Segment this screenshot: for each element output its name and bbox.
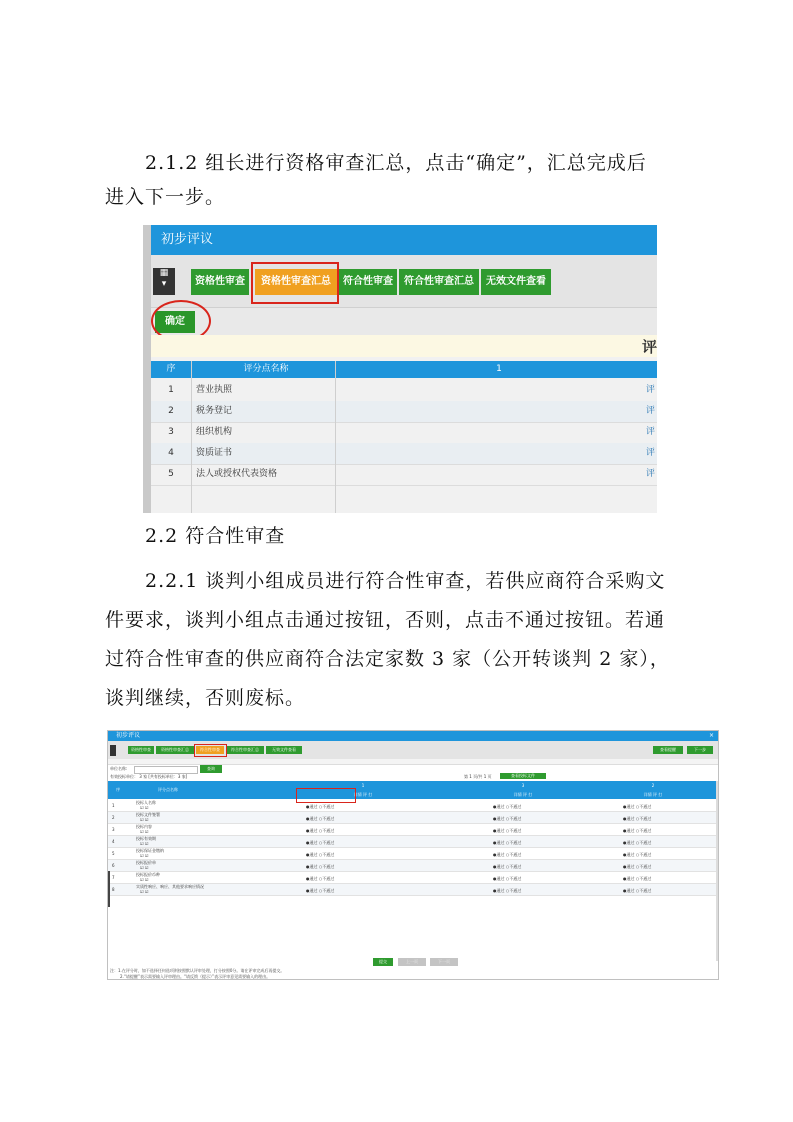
table-row [108, 812, 718, 824]
row-no: 1 [112, 803, 115, 808]
tab-conformity-review[interactable]: 符合性审查 [339, 269, 397, 295]
row-icons[interactable]: ☑ ☑ [140, 889, 149, 894]
query-button[interactable]: 查询 [200, 765, 222, 773]
table-row [151, 464, 657, 486]
table-header [151, 361, 657, 378]
para-line: 2.2 符合性审查 [145, 525, 286, 547]
table-row [108, 848, 718, 860]
footnote-line: 注：1.在评分时，如不选择任何选项则按照默认评审处理，打分按照0分。请在评审完成后再提交。 [110, 968, 285, 973]
paragraph-2-2-1 [105, 562, 695, 718]
pass-radio[interactable]: ●通过 ○不通过 [306, 828, 335, 833]
search-label: 单位名称: [110, 766, 128, 771]
column-divider [191, 361, 192, 513]
pass-radio[interactable]: ●通过 ○不通过 [493, 876, 522, 881]
para-line: 件要求，谈判小组点击通过按钮，否则，点击不通过按钮。若通 [105, 609, 666, 631]
row-no: 3 [168, 427, 174, 437]
row-name: 投标报价单 [136, 860, 156, 865]
pass-radio[interactable]: ●通过 ○不通过 [493, 840, 522, 845]
row-link[interactable]: 评 [645, 448, 655, 458]
row-name: 投标内容 [136, 824, 152, 829]
row-no: 6 [112, 863, 115, 868]
row-no: 1 [168, 385, 174, 395]
highlight-box [194, 744, 227, 757]
footnote-line: 2.“请提醒”表示需要输入评审理由。“请反馈（提示）”表示评审意见需要输入的理由。 [120, 974, 271, 979]
table-row [108, 836, 718, 848]
screenshot-conformity-review [107, 730, 719, 980]
score-banner [151, 335, 657, 357]
row-name: 投标报价币种 [136, 872, 160, 877]
banner-text: 评 [641, 338, 657, 356]
header-no: 序 [166, 364, 176, 374]
pass-radio[interactable]: ●通过 ○不通过 [306, 816, 335, 821]
menu-grid-icon[interactable] [110, 745, 116, 756]
window-title [108, 731, 718, 741]
tab-bar [108, 741, 718, 759]
row-link[interactable]: 评 [645, 406, 655, 416]
side-handle[interactable] [108, 871, 110, 907]
pass-radio[interactable]: ●通过 ○不通过 [623, 876, 652, 881]
bidder-ops[interactable]: 详情 评 打 [643, 792, 663, 797]
row-name: 组织机构 [196, 427, 233, 437]
pass-radio[interactable]: ●通过 ○不通过 [306, 888, 335, 893]
row-name: 法人或授权代表资格 [196, 469, 278, 479]
para-line: 进入下一步。 [105, 186, 226, 208]
row-icons[interactable]: ☑ ☑ [140, 865, 149, 870]
pass-radio[interactable]: ●通过 ○不通过 [306, 864, 335, 869]
pass-radio[interactable]: ●通过 ○不通过 [306, 840, 335, 845]
bidder-ops[interactable]: 详情 评 打 [513, 792, 533, 797]
table-row [151, 380, 657, 402]
row-icons[interactable]: ☑ ☑ [140, 829, 149, 834]
header-name: 评分点名称 [243, 364, 289, 374]
pass-radio[interactable]: ●通过 ○不通过 [493, 864, 522, 869]
column-divider [335, 361, 336, 513]
window-title-text: 初步评议 [116, 732, 141, 739]
row-name: 税务登记 [196, 406, 233, 416]
row-name: 实质性响应、响应、其他要求响应情况 [136, 884, 204, 889]
header-bidder-3 [458, 781, 588, 799]
table-row [151, 401, 657, 423]
tab-invalid-files[interactable]: 无效文件查看 [266, 746, 302, 754]
prev-page-button[interactable]: 上一页 [398, 958, 426, 966]
next-page-button[interactable]: 下一页 [430, 958, 458, 966]
row-name: 投标有效期 [136, 836, 156, 841]
tab-bar [151, 255, 657, 307]
table-row [108, 884, 718, 896]
window-title: 初步评议 [151, 225, 657, 255]
row-no: 4 [168, 448, 174, 458]
table-row [108, 872, 718, 884]
row-icons[interactable]: ☑ ☑ [140, 877, 149, 882]
header-bidder-1: 1 [496, 364, 502, 374]
table-row [108, 860, 718, 872]
header-name: 评分点名称 [158, 787, 178, 792]
paragraph-2-1-2 [105, 146, 695, 214]
table-row [108, 800, 718, 812]
row-name: 投标保证金缴纳 [136, 848, 164, 853]
row-icons[interactable]: ☑ ☑ [140, 805, 149, 810]
row-name: 投标人名称 [136, 800, 156, 805]
para-line: 过符合性审查的供应商符合法定家数 3 家（公开转谈判 2 家）， [105, 648, 670, 670]
tab-qualification-summary[interactable]: 资格性审查汇总 [156, 746, 194, 754]
tab-qualification-review[interactable]: 资格性审查 [191, 269, 249, 295]
bidder-no: 2 [651, 783, 655, 788]
menu-grid-icon[interactable]: ▦ ▾ [153, 268, 175, 295]
row-no: 2 [168, 406, 174, 416]
row-no: 8 [112, 887, 115, 892]
para-line: 谈判继续，否则废标。 [105, 687, 306, 709]
pass-radio[interactable]: ●通过 ○不通过 [306, 876, 335, 881]
tab-qualification-review[interactable]: 资格性审查 [128, 746, 154, 754]
row-name: 资质证书 [196, 448, 233, 458]
table-row [151, 443, 657, 465]
row-icons[interactable]: ☑ ☑ [140, 853, 149, 858]
pass-radio[interactable]: ●通过 ○不通过 [623, 828, 652, 833]
bidder-no: 1 [361, 783, 365, 788]
pass-radio[interactable]: ●通过 ○不通过 [306, 852, 335, 857]
pass-radio[interactable]: ●通过 ○不通过 [623, 816, 652, 821]
row-no: 4 [112, 839, 115, 844]
next-step-button[interactable]: 下一步 [687, 746, 713, 754]
row-no: 5 [112, 851, 115, 856]
row-name: 营业执照 [196, 385, 233, 395]
pass-radio[interactable]: ●通过 ○不通过 [623, 804, 652, 809]
table-header [108, 781, 718, 799]
row-name: 投标文件签署 [136, 812, 160, 817]
para-line: 2.1.2 组长进行资格审查汇总，点击“确定”，汇总完成后 [145, 152, 647, 174]
row-link[interactable]: 评 [645, 385, 655, 395]
row-no: 5 [168, 469, 174, 479]
view-bid-file-button[interactable]: 查看投标文件 [500, 773, 546, 779]
highlight-box [251, 262, 339, 304]
pass-radio[interactable]: ●通过 ○不通过 [493, 804, 522, 809]
tab-conformity-summary[interactable]: 符合性审查汇总 [226, 746, 264, 754]
row-no: 2 [112, 815, 115, 820]
bidder-ops[interactable]: 详情 评 打 [353, 792, 373, 797]
pass-radio[interactable]: ●通过 ○不通过 [493, 852, 522, 857]
pass-radio[interactable]: ●通过 ○不通过 [623, 840, 652, 845]
row-no: 3 [112, 827, 115, 832]
bidder-count: 有效投标单位： 3 家 [共有投标单位：3 家] [110, 774, 188, 779]
header-no: 序 [116, 787, 120, 792]
para-line: 2.2.1 谈判小组成员进行符合性审查，若供应商符合采购文 [145, 570, 666, 592]
button-bar [151, 307, 657, 336]
row-no: 7 [112, 875, 115, 880]
pass-radio[interactable]: ●通过 ○不通过 [306, 804, 335, 809]
pass-radio[interactable]: ●通过 ○不通过 [623, 852, 652, 857]
pass-radio[interactable]: ●通过 ○不通过 [493, 828, 522, 833]
screenshot-qualification-summary [143, 225, 657, 513]
tab-conformity-summary[interactable]: 符合性审查汇总 [399, 269, 479, 295]
submit-button[interactable]: 提交 [373, 958, 393, 966]
scrollbar[interactable] [716, 781, 718, 961]
page-info: 第 1 页/共 1 页 [464, 774, 492, 779]
header-bidder-2 [588, 781, 718, 799]
pass-radio[interactable]: ●通过 ○不通过 [493, 888, 522, 893]
footnote [110, 968, 284, 980]
row-link[interactable]: 评 [645, 469, 655, 479]
row-icons[interactable]: ☑ ☑ [140, 841, 149, 846]
table-row [151, 422, 657, 444]
heading-2-2 [105, 519, 695, 553]
bidder-no: 3 [521, 783, 525, 788]
pass-radio[interactable]: ●通过 ○不通过 [623, 888, 652, 893]
confirm-button[interactable]: 确定 [155, 311, 195, 333]
pass-radio[interactable]: ●通过 ○不通过 [623, 864, 652, 869]
table-row [108, 824, 718, 836]
tab-conformity-review[interactable]: 符合性审查 [196, 746, 224, 754]
row-icons[interactable]: ☑ ☑ [140, 817, 149, 822]
pass-radio[interactable]: ●通过 ○不通过 [493, 816, 522, 821]
tab-qualification-summary[interactable]: 资格性审查汇总 [255, 269, 337, 295]
close-icon[interactable]: × [708, 732, 714, 739]
view-reminder-button[interactable]: 查看提醒 [653, 746, 683, 754]
row-link[interactable]: 评 [645, 427, 655, 437]
tab-invalid-files[interactable]: 无效文件查看 [481, 269, 551, 295]
